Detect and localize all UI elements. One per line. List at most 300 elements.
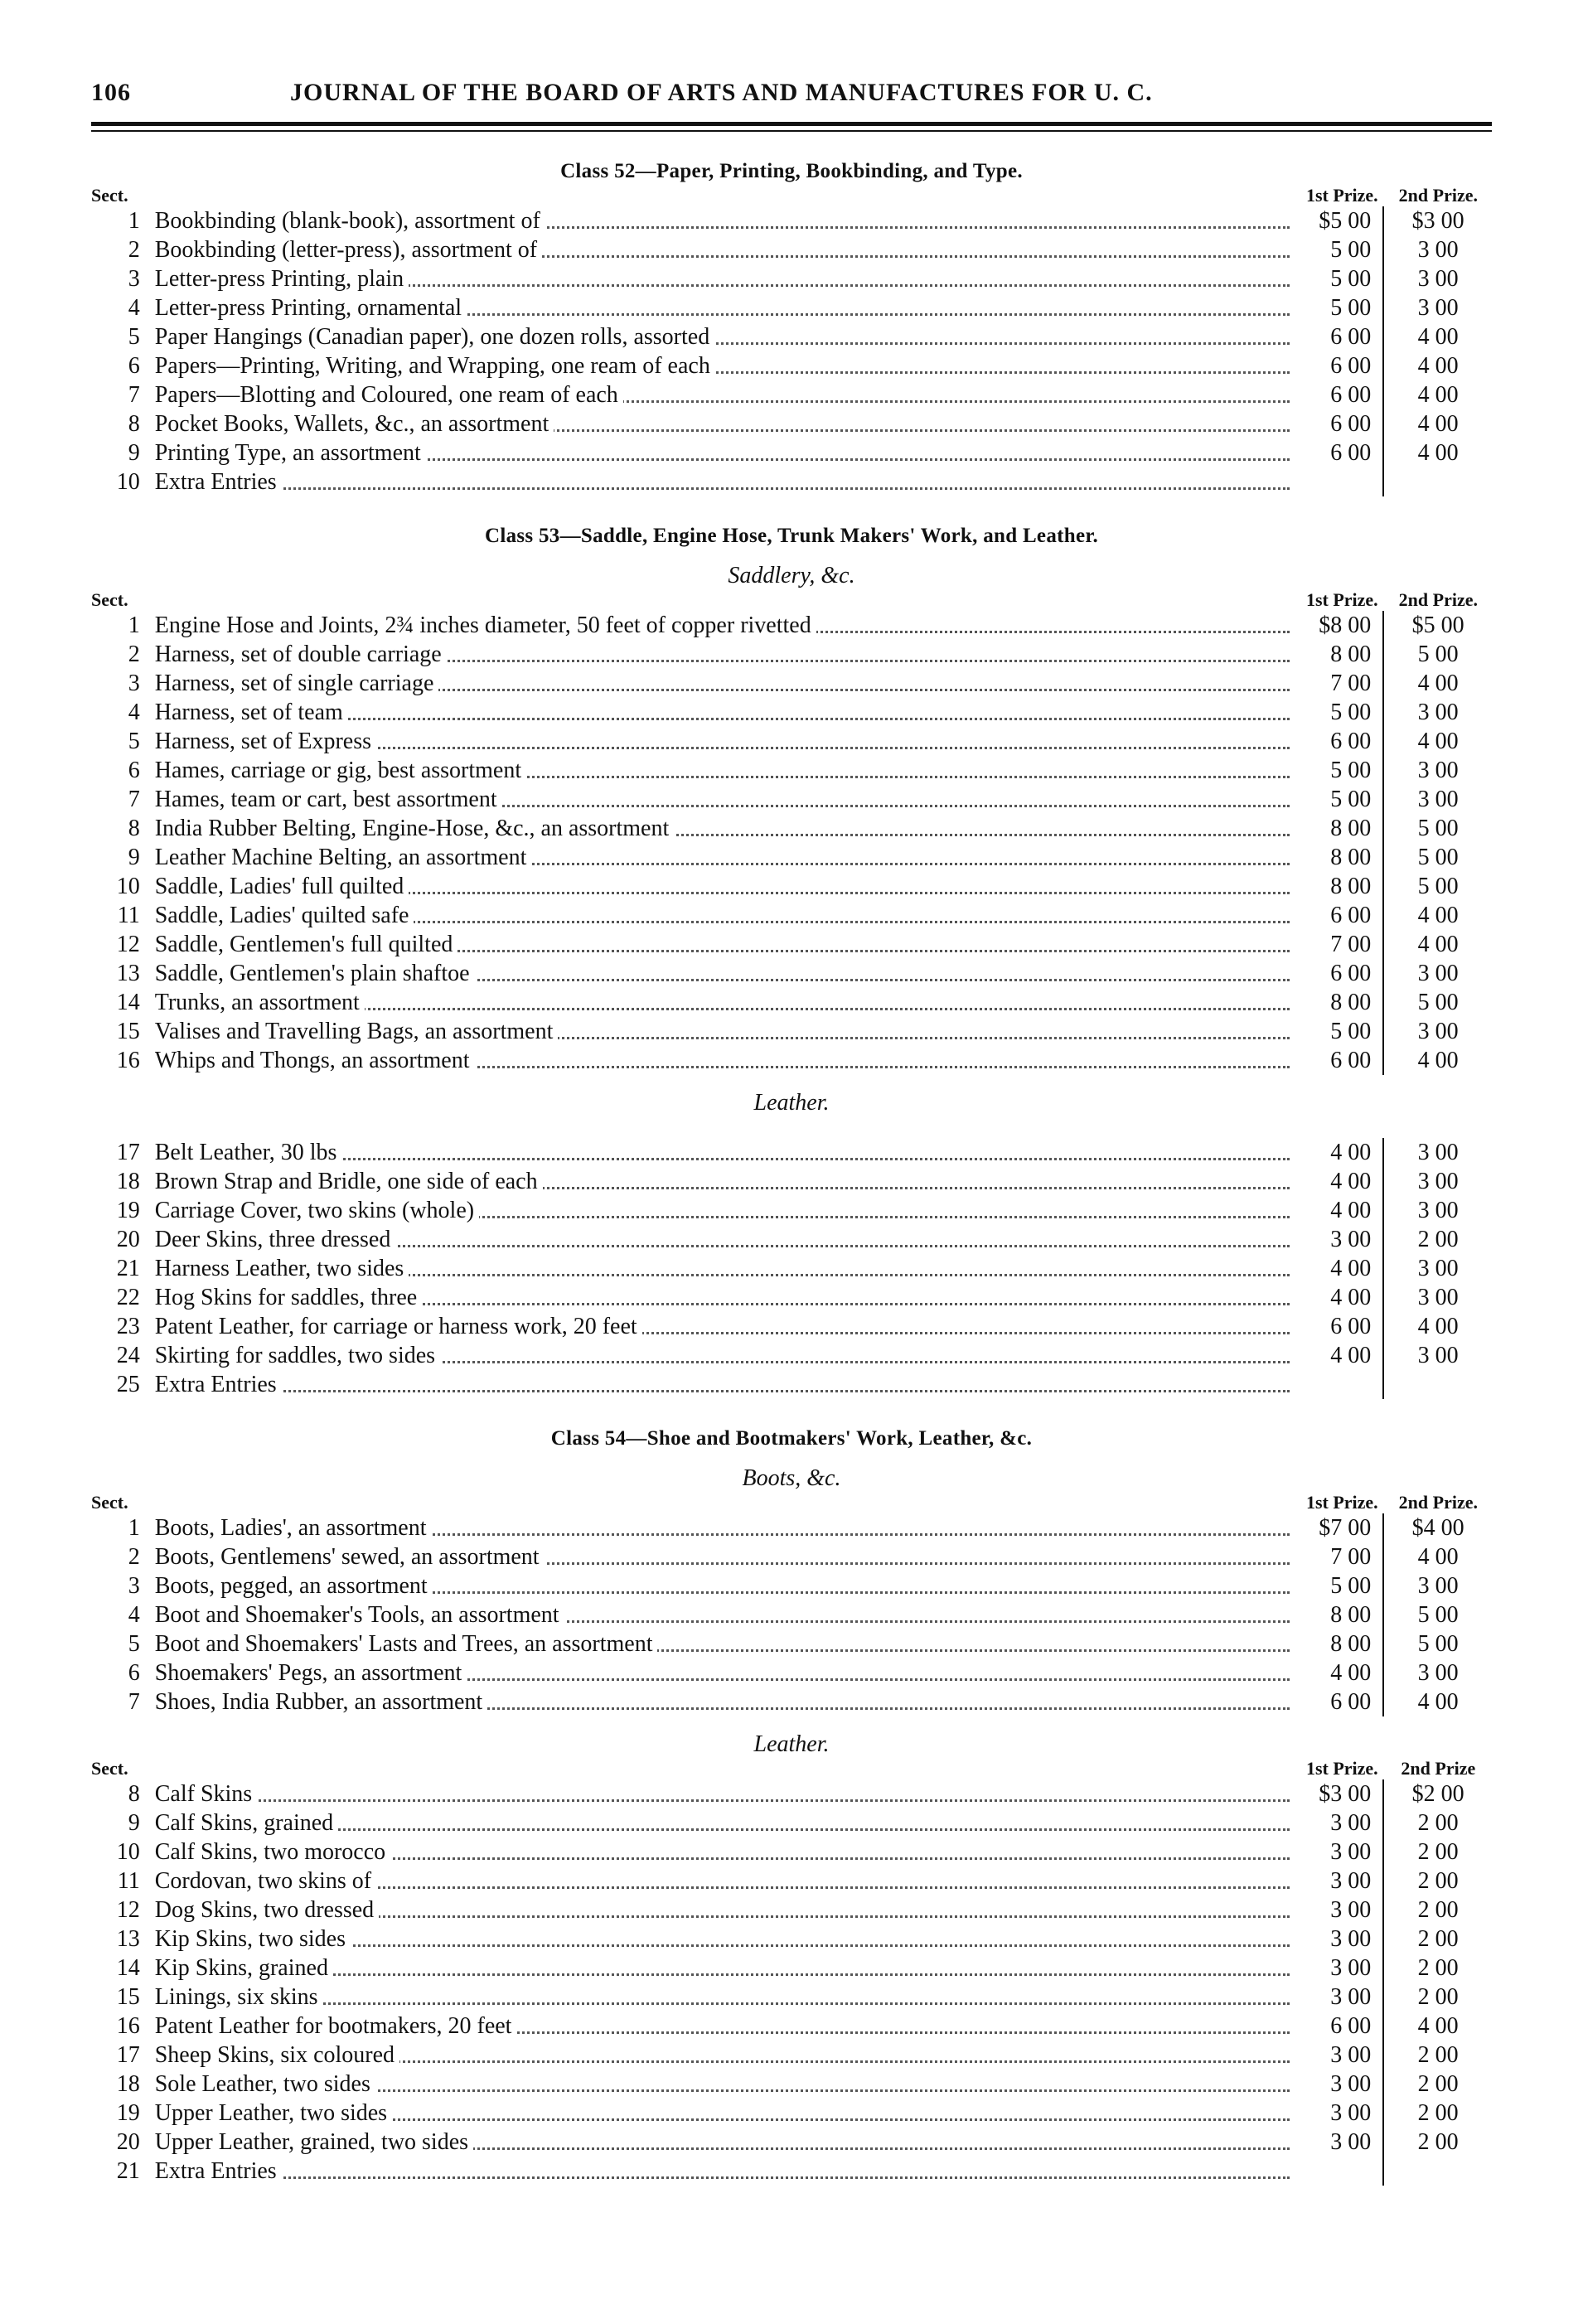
table-row (91, 785, 1492, 814)
item-description (155, 322, 1294, 351)
section-number: 18 (116, 2071, 140, 2097)
table-row (91, 1896, 1492, 1925)
first-prize-amount: 6 00 (1293, 1687, 1384, 1716)
header-rule-thin (91, 130, 1492, 132)
section-number: 9 (128, 845, 140, 870)
first-prize-amount: 3 00 (1293, 1983, 1384, 2012)
item-description (155, 843, 1294, 872)
item-description (155, 438, 1294, 467)
item-description (155, 264, 1294, 293)
second-prize-amount: 2 00 (1417, 1955, 1459, 1981)
table-row (91, 1837, 1492, 1866)
item-description (155, 1600, 1294, 1629)
item-text: Calf Skins, two morocco (155, 1839, 390, 1865)
table-row (91, 1542, 1492, 1571)
first-prize-amount: 3 00 (1293, 2041, 1384, 2070)
item-description (155, 611, 1294, 640)
second-prize-amount: 4 00 (1417, 324, 1459, 350)
second-prize-amount: 3 00 (1417, 1343, 1459, 1368)
second-prize-amount: 4 00 (1417, 729, 1459, 754)
second-prize-amount: 3 00 (1417, 295, 1459, 321)
section-number: 13 (116, 1926, 140, 1952)
second-prize-amount: 3 00 (1417, 1198, 1459, 1223)
table-row (91, 438, 1492, 467)
first-prize-amount: $8 00 (1293, 611, 1384, 640)
table-row (91, 467, 1492, 496)
item-text: India Rubber Belting, Engine-Hose, &c., an assortment (155, 816, 675, 841)
first-prize-amount: 8 00 (1293, 843, 1384, 872)
first-prize-amount: 3 00 (1293, 1866, 1384, 1896)
item-text: Whips and Thongs, an assortment (155, 1048, 475, 1073)
first-prize-amount: 6 00 (1293, 727, 1384, 756)
table-row (91, 1370, 1492, 1399)
item-description (155, 1571, 1294, 1600)
item-description (155, 988, 1294, 1017)
second-prize-amount: 4 00 (1417, 411, 1459, 437)
section-number: 12 (116, 932, 140, 957)
section-number: 8 (128, 816, 140, 841)
item-text: Papers—Blotting and Coloured, one ream of each (155, 382, 623, 408)
first-prize-amount: 6 00 (1293, 901, 1384, 930)
second-prize-amount: 4 00 (1417, 440, 1459, 466)
first-prize-amount: 6 00 (1293, 380, 1384, 409)
item-text: Harness, set of single carriage (155, 671, 439, 696)
table-row (91, 959, 1492, 988)
second-prize-header: 2nd Prize (1401, 1758, 1476, 1779)
second-prize-amount: 3 00 (1417, 758, 1459, 783)
table-row (91, 1925, 1492, 1954)
prize-list (91, 160, 1492, 2186)
second-prize-amount: 5 00 (1417, 1602, 1459, 1628)
item-description (155, 756, 1294, 785)
class-title: Class 53—Saddle, Engine Hose, Trunk Makers' Work, and Leather. (484, 525, 1099, 547)
column-header (91, 1116, 1492, 1138)
second-prize-amount: 4 00 (1417, 1314, 1459, 1339)
item-description (155, 2099, 1294, 2128)
first-prize-amount: 5 00 (1293, 235, 1384, 264)
table-row (91, 1283, 1492, 1312)
item-description (155, 1254, 1294, 1283)
item-description (155, 1837, 1294, 1866)
second-prize-amount: $2 00 (1411, 1781, 1464, 1807)
class-section (91, 525, 1492, 1399)
section-number: 11 (117, 903, 140, 928)
section-number: 21 (116, 1256, 140, 1281)
table-row (91, 843, 1492, 872)
class-section (91, 160, 1492, 496)
section-number: 21 (116, 2158, 140, 2184)
section-number: 13 (116, 961, 140, 986)
section-number: 7 (128, 382, 140, 408)
section-number: 16 (116, 2013, 140, 2039)
first-prize-amount: 5 00 (1293, 1571, 1384, 1600)
table-row (91, 1954, 1492, 1983)
first-prize-amount: 8 00 (1293, 1600, 1384, 1629)
item-text: Carriage Cover, two skins (whole) (155, 1198, 479, 1223)
first-prize-header: 1st Prize. (1305, 1758, 1378, 1779)
first-prize-amount: 4 00 (1293, 1138, 1384, 1167)
item-description (155, 1629, 1294, 1658)
table-row (91, 727, 1492, 756)
section-number: 20 (116, 1227, 140, 1252)
table-row (91, 2070, 1492, 2099)
second-prize-amount: 4 00 (1417, 1544, 1459, 1570)
sub-title: Boots, &c. (742, 1465, 841, 1491)
table-row (91, 901, 1492, 930)
second-prize-header: 2nd Prize. (1398, 589, 1478, 610)
section-number: 4 (128, 295, 140, 321)
sub-title: Saddlery, &c. (728, 563, 855, 588)
section-number: 1 (128, 1515, 140, 1541)
item-description (155, 1658, 1294, 1687)
first-prize-amount (1293, 2157, 1384, 2186)
first-prize-amount: $5 00 (1293, 206, 1384, 235)
sub-title: Leather. (753, 1731, 830, 1757)
second-prize-amount: 4 00 (1417, 1689, 1459, 1715)
item-text: Saddle, Gentlemen's plain shaftoe (155, 961, 475, 986)
section-number: 22 (116, 1285, 140, 1310)
section-number: 8 (128, 411, 140, 437)
item-text: Letter-press Printing, ornamental (155, 295, 467, 321)
second-prize-amount: 5 00 (1417, 845, 1459, 870)
second-prize-header: 2nd Prize. (1398, 1492, 1478, 1513)
item-text: Brown Strap and Bridle, one side of each (155, 1169, 543, 1194)
item-text: Boots, Gentlemens' sewed, an assortment (155, 1544, 545, 1570)
second-prize-amount: 2 00 (1417, 1984, 1459, 2010)
table-row (91, 1254, 1492, 1283)
first-prize-amount: 8 00 (1293, 814, 1384, 843)
item-text: Deer Skins, three dressed (155, 1227, 396, 1252)
section-number: 11 (117, 1868, 140, 1894)
table-row (91, 293, 1492, 322)
class-section (91, 1427, 1492, 2186)
section-number: 19 (116, 2100, 140, 2126)
section-number: 1 (128, 208, 140, 234)
item-text: Harness Leather, two sides (155, 1256, 409, 1281)
second-prize-amount: 4 00 (1417, 353, 1459, 379)
table-row (91, 1658, 1492, 1687)
item-description (155, 380, 1294, 409)
item-text: Dog Skins, two dressed (155, 1897, 379, 1923)
prize-table (91, 1116, 1492, 1399)
item-text: Pocket Books, Wallets, &c., an assortment (155, 411, 554, 437)
item-description (155, 293, 1294, 322)
item-text: Boots, Ladies', an assortment (155, 1515, 432, 1541)
second-prize-amount: 4 00 (1417, 382, 1459, 408)
second-prize-header: 2nd Prize. (1398, 185, 1478, 206)
second-prize-amount: 2 00 (1417, 1810, 1459, 1836)
second-prize-amount: 2 00 (1417, 2042, 1459, 2068)
second-prize-amount: 3 00 (1417, 237, 1459, 263)
section-number: 14 (116, 990, 140, 1015)
first-prize-amount: 6 00 (1293, 1046, 1384, 1075)
first-prize-amount: 6 00 (1293, 2012, 1384, 2041)
item-description (155, 1283, 1294, 1312)
journal-page (91, 79, 1492, 2186)
item-text: Boot and Shoemaker's Tools, an assortment (155, 1602, 564, 1628)
first-prize-header: 1st Prize. (1305, 1492, 1378, 1513)
item-description (155, 1983, 1294, 2012)
first-prize-amount: 4 00 (1293, 1167, 1384, 1196)
table-row (91, 322, 1492, 351)
item-text: Letter-press Printing, plain (155, 266, 409, 292)
item-text: Paper Hangings (Canadian paper), one dozen rolls, assorted (155, 324, 714, 350)
item-description (155, 1866, 1294, 1896)
second-prize-amount: 3 00 (1417, 1256, 1459, 1281)
first-prize-amount: 3 00 (1293, 1925, 1384, 1954)
item-description (155, 2041, 1294, 2070)
table-row (91, 2157, 1492, 2186)
item-text: Saddle, Gentlemen's full quilted (155, 932, 458, 957)
table-row (91, 1017, 1492, 1046)
item-text: Bookbinding (letter-press), assortment of (155, 237, 542, 263)
table-row (91, 930, 1492, 959)
second-prize-amount: $3 00 (1411, 208, 1464, 234)
prize-table (91, 1492, 1492, 1716)
section-number: 6 (128, 353, 140, 379)
item-description (155, 669, 1294, 698)
section-number: 17 (116, 1140, 140, 1165)
item-description (155, 1687, 1294, 1716)
first-prize-amount: 5 00 (1293, 756, 1384, 785)
first-prize-amount: $3 00 (1293, 1779, 1384, 1808)
section-number: 4 (128, 1602, 140, 1628)
section-number: 1 (128, 612, 140, 638)
table-row (91, 1138, 1492, 1167)
first-prize-amount: 5 00 (1293, 264, 1384, 293)
second-prize-amount: 3 00 (1417, 1660, 1459, 1686)
sect-header: Sect. (91, 589, 128, 610)
column-header (91, 185, 1492, 206)
item-description (155, 640, 1294, 669)
second-prize-amount: 5 00 (1417, 874, 1459, 899)
first-prize-amount: 8 00 (1293, 988, 1384, 1017)
section-number: 18 (116, 1169, 140, 1194)
second-prize-amount: 3 00 (1417, 266, 1459, 292)
header-rule-thick (91, 122, 1492, 126)
item-text: Calf Skins, grained (155, 1810, 338, 1836)
sect-header: Sect. (91, 185, 128, 206)
item-text: Boot and Shoemakers' Lasts and Trees, an assortment (155, 1631, 658, 1657)
section-number: 14 (116, 1955, 140, 1981)
table-row (91, 756, 1492, 785)
first-prize-amount: 3 00 (1293, 1808, 1384, 1837)
item-text: Skirting for saddles, two sides (155, 1343, 440, 1368)
table-row (91, 814, 1492, 843)
first-prize-amount: 6 00 (1293, 351, 1384, 380)
item-text: Saddle, Ladies' quilted safe (155, 903, 414, 928)
item-description (155, 930, 1294, 959)
section-number: 9 (128, 440, 140, 466)
second-prize-amount: 3 00 (1417, 1285, 1459, 1310)
prize-table (91, 1758, 1492, 2186)
first-prize-amount: 6 00 (1293, 959, 1384, 988)
item-text: Hames, team or cart, best assortment (155, 787, 502, 812)
column-header (91, 1492, 1492, 1513)
first-prize-amount: 3 00 (1293, 2070, 1384, 2099)
item-description (155, 351, 1294, 380)
section-number: 5 (128, 729, 140, 754)
item-text: Hames, carriage or gig, best assortment (155, 758, 526, 783)
section-number: 23 (116, 1314, 140, 1339)
first-prize-amount: 5 00 (1293, 785, 1384, 814)
table-row (91, 1225, 1492, 1254)
section-number: 10 (116, 469, 140, 495)
item-description (155, 1779, 1294, 1808)
item-description (155, 2157, 1294, 2186)
item-text: Shoemakers' Pegs, an assortment (155, 1660, 467, 1686)
item-text: Leather Machine Belting, an assortment (155, 845, 532, 870)
table-row (91, 872, 1492, 901)
section-number: 12 (116, 1897, 140, 1923)
table-row (91, 1312, 1492, 1341)
section-number: 2 (128, 237, 140, 263)
second-prize-amount: 2 00 (1417, 1868, 1459, 1894)
table-row (91, 1600, 1492, 1629)
second-prize-amount: 4 00 (1417, 671, 1459, 696)
section-number: 3 (128, 266, 140, 292)
item-description (155, 1954, 1294, 1983)
first-prize-amount: 4 00 (1293, 1283, 1384, 1312)
item-text: Valises and Travelling Bags, an assortment (155, 1019, 559, 1044)
item-description (155, 1808, 1294, 1837)
class-title: Class 54—Shoe and Bootmakers' Work, Leather, &c. (550, 1427, 1033, 1450)
item-text: Bookbinding (blank-book), assortment of (155, 208, 545, 234)
item-description (155, 1225, 1294, 1254)
table-row (91, 264, 1492, 293)
first-prize-amount (1293, 467, 1384, 496)
item-text: Trunks, an assortment (155, 990, 365, 1015)
item-text: Hog Skins for saddles, three (155, 1285, 423, 1310)
class-title: Class 52—Paper, Printing, Bookbinding, and Type. (560, 160, 1023, 182)
first-prize-amount: 4 00 (1293, 1658, 1384, 1687)
section-number: 24 (116, 1343, 140, 1368)
first-prize-amount: 4 00 (1293, 1196, 1384, 1225)
item-description (155, 1542, 1294, 1571)
table-row (91, 988, 1492, 1017)
item-description (155, 814, 1294, 843)
table-row (91, 1571, 1492, 1600)
prize-table (91, 185, 1492, 496)
item-description (155, 1312, 1294, 1341)
second-prize-amount: 3 00 (1417, 1019, 1459, 1044)
first-prize-amount: 8 00 (1293, 1629, 1384, 1658)
section-number: 7 (128, 787, 140, 812)
second-prize-amount: 2 00 (1417, 2071, 1459, 2097)
running-header (91, 79, 1492, 107)
prize-table (91, 589, 1492, 1075)
first-prize-amount: 6 00 (1293, 409, 1384, 438)
item-description (155, 1925, 1294, 1954)
section-number: 9 (128, 1810, 140, 1836)
table-row (91, 1983, 1492, 2012)
section-number: 20 (116, 2129, 140, 2155)
item-description (155, 2128, 1294, 2157)
item-text: Belt Leather, 30 lbs (155, 1140, 342, 1165)
section-number: 8 (128, 1781, 140, 1807)
item-description (155, 409, 1294, 438)
section-number: 7 (128, 1689, 140, 1715)
second-prize-amount: 2 00 (1417, 1926, 1459, 1952)
section-number: 5 (128, 324, 140, 350)
item-description (155, 785, 1294, 814)
second-prize-amount: $5 00 (1411, 612, 1464, 638)
table-row (91, 1687, 1492, 1716)
table-row (91, 640, 1492, 669)
second-prize-amount: 2 00 (1417, 1227, 1459, 1252)
table-row (91, 380, 1492, 409)
first-prize-amount: 3 00 (1293, 1225, 1384, 1254)
second-prize-amount: 5 00 (1417, 1631, 1459, 1657)
second-prize-amount (1384, 467, 1492, 496)
item-description (155, 1341, 1294, 1370)
running-title: JOURNAL OF THE BOARD OF ARTS AND MANUFACTURES FOR U. C. (290, 79, 1153, 106)
item-description (155, 2070, 1294, 2099)
table-row (91, 1513, 1492, 1542)
item-description (155, 1370, 1294, 1399)
second-prize-amount: 2 00 (1417, 1839, 1459, 1865)
item-description (155, 727, 1294, 756)
section-number: 2 (128, 642, 140, 667)
table-row (91, 1167, 1492, 1196)
second-prize-amount: 4 00 (1417, 932, 1459, 957)
first-prize-amount: 3 00 (1293, 2099, 1384, 2128)
first-prize-amount: 3 00 (1293, 1896, 1384, 1925)
item-description (155, 698, 1294, 727)
sect-header: Sect. (91, 1758, 128, 1779)
table-row (91, 669, 1492, 698)
item-description (155, 872, 1294, 901)
item-description (155, 1167, 1294, 1196)
table-row (91, 1629, 1492, 1658)
item-text: Saddle, Ladies' full quilted (155, 874, 409, 899)
second-prize-amount: 3 00 (1417, 1140, 1459, 1165)
item-text: Upper Leather, two sides (155, 2100, 392, 2126)
item-description (155, 1896, 1294, 1925)
table-row (91, 1046, 1492, 1075)
first-prize-amount: 7 00 (1293, 669, 1384, 698)
item-text: Boots, pegged, an assortment (155, 1573, 433, 1599)
item-text: Engine Hose and Joints, 2¾ inches diameter, 50 feet of copper rivetted (155, 612, 816, 638)
first-prize-header: 1st Prize. (1305, 589, 1378, 610)
item-text: Cordovan, two skins of (155, 1868, 376, 1894)
column-header (91, 589, 1492, 611)
table-row (91, 206, 1492, 235)
table-row (91, 2099, 1492, 2128)
first-prize-amount: 8 00 (1293, 640, 1384, 669)
first-prize-amount: 6 00 (1293, 438, 1384, 467)
section-number: 4 (128, 700, 140, 725)
second-prize-amount: 3 00 (1417, 787, 1459, 812)
table-row (91, 2012, 1492, 2041)
second-prize-amount: 4 00 (1417, 903, 1459, 928)
item-description (155, 235, 1294, 264)
second-prize-amount: 4 00 (1417, 1048, 1459, 1073)
item-text: Harness, set of double carriage (155, 642, 447, 667)
second-prize-amount: $4 00 (1411, 1515, 1464, 1541)
second-prize-amount: 3 00 (1417, 700, 1459, 725)
second-prize-amount: 4 00 (1417, 2013, 1459, 2039)
section-number: 5 (128, 1631, 140, 1657)
second-prize-amount: 2 00 (1417, 2100, 1459, 2126)
section-number: 10 (116, 874, 140, 899)
section-number: 3 (128, 1573, 140, 1599)
second-prize-amount: 3 00 (1417, 1573, 1459, 1599)
second-prize-amount: 2 00 (1417, 2129, 1459, 2155)
first-prize-amount: 8 00 (1293, 872, 1384, 901)
column-header (91, 1758, 1492, 1779)
table-row (91, 235, 1492, 264)
